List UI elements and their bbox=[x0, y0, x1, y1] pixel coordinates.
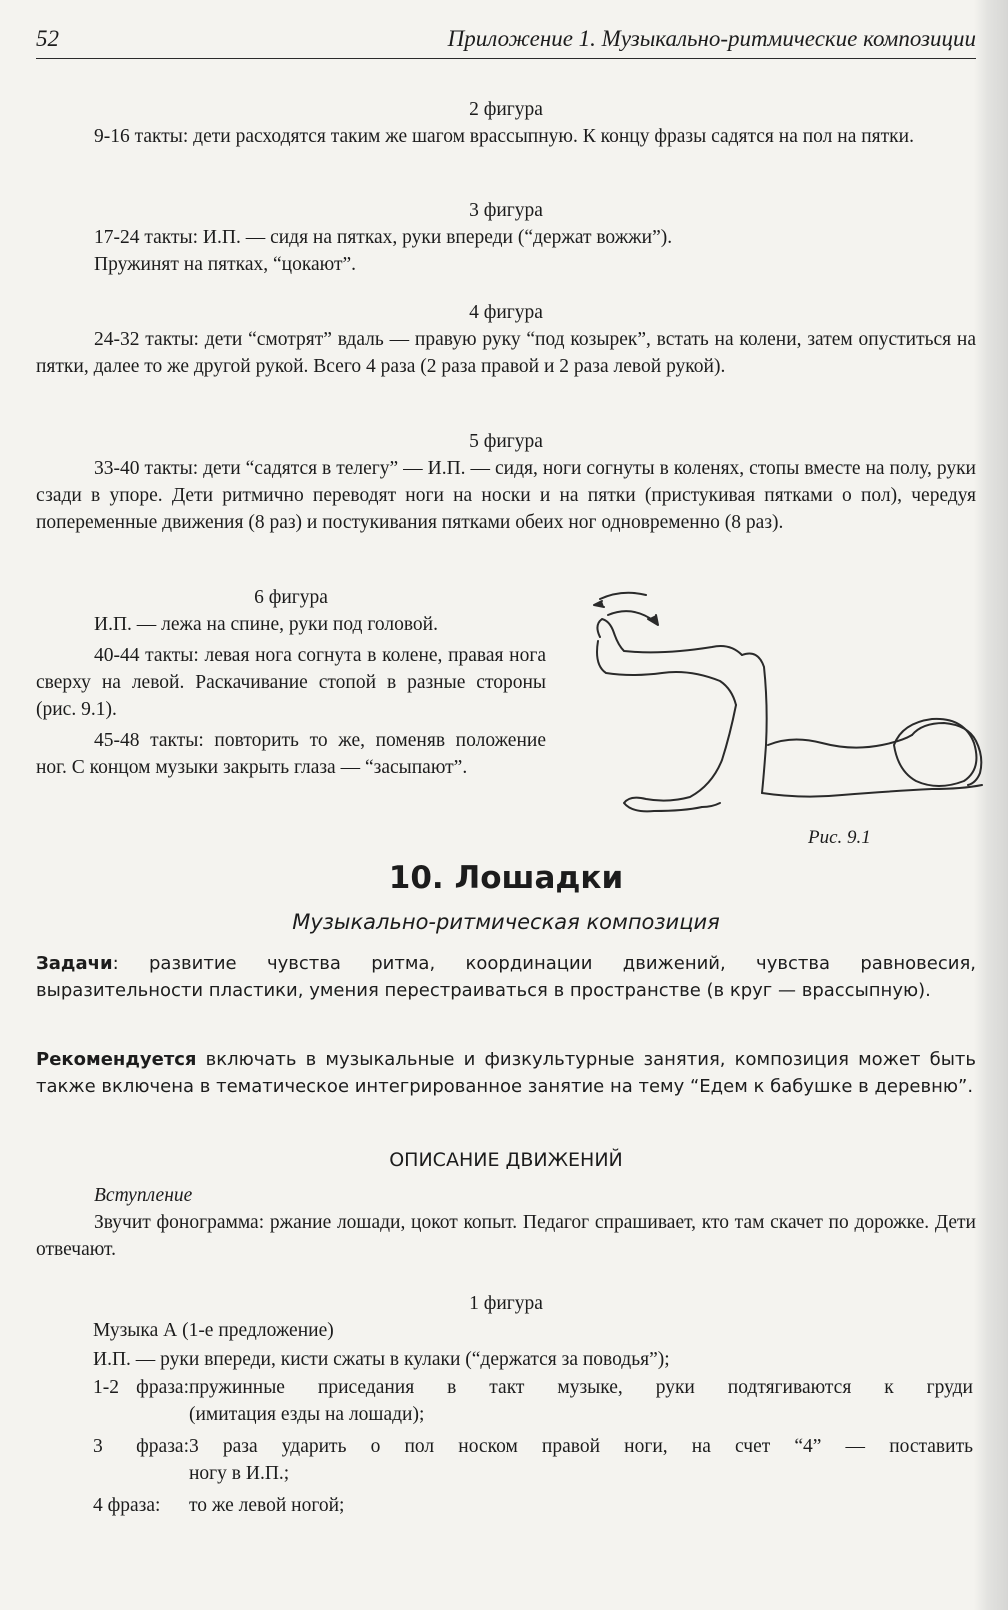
knee-leg-front-outline bbox=[742, 654, 767, 794]
phrase-item bbox=[93, 1374, 973, 1428]
swing-arrow-upper-icon bbox=[600, 593, 646, 599]
running-title: Приложение 1. Музыкально-ритмические композиции bbox=[447, 26, 976, 51]
figure-4-text: 24-32 такты: дети “смотрят” вдаль — правую руку “под козырек”, встать на колени, затем опуститься на пятки, далее то же другой рукой. Всего 4 раза (2 раза правой и 2 раза левой рукой). bbox=[36, 329, 976, 377]
figure-1-label: 1 фигура bbox=[469, 1293, 543, 1314]
upper-leg-lower-outline bbox=[597, 641, 736, 705]
heel-outline bbox=[702, 803, 720, 807]
figure-2-block bbox=[36, 96, 976, 150]
figure-2-text: 9-16 такты: дети расходятся таким же шагом врассыпную. К концу фразы садятся на пол на пятки. bbox=[94, 126, 914, 147]
start-position-line: И.П. — руки впереди, кисти сжаты в кулаки (“держатся за поводья”); bbox=[93, 1349, 670, 1370]
phrase-item bbox=[93, 1492, 973, 1519]
head-outline bbox=[894, 719, 976, 786]
description-heading: ОПИСАНИЕ ДВИЖЕНИЙ bbox=[389, 1149, 623, 1171]
figure-1-block bbox=[36, 1290, 976, 1373]
figure-3-line-1: 17-24 такты: И.П. — сидя на пятках, руки впереди (“держат вожжи”). bbox=[94, 227, 673, 248]
recommendation-label: Рекомендуется bbox=[36, 1049, 197, 1070]
phrase-text-line-1: 3 раза ударить о пол носком правой ноги, на счет “4” — поставить bbox=[189, 1436, 973, 1457]
phrase-label: 1-2 фраза: bbox=[93, 1377, 189, 1398]
figure-5-label: 5 фигура bbox=[469, 431, 543, 452]
figure-6-text-1: И.П. — лежа на спине, руки под головой. bbox=[94, 614, 438, 635]
figure-4-label: 4 фигура bbox=[469, 302, 543, 323]
phrase-text-line-1: пружинные приседания в такт музыке, руки подтягиваются к груди bbox=[189, 1377, 973, 1398]
back-outline bbox=[762, 785, 982, 797]
figure-2-label: 2 фигура bbox=[469, 99, 543, 120]
page-number: 52 bbox=[36, 26, 59, 51]
swing-arrow-lower-head-icon bbox=[648, 615, 658, 625]
knee-leg-back-outline bbox=[624, 705, 736, 811]
tasks-paragraph bbox=[36, 950, 976, 1004]
figure-5-block bbox=[36, 428, 976, 536]
phrase-label: 4 фраза: bbox=[93, 1495, 161, 1516]
intro-block bbox=[36, 1182, 976, 1263]
figure-3-block bbox=[36, 197, 976, 278]
phrase-text-line-2: (имитация езды на лошади); bbox=[189, 1404, 425, 1425]
figure-3-label: 3 фигура bbox=[469, 200, 543, 221]
figure-6-text-3: 45-48 такты: повторить то же, поменяв положение ног. С концом музыки закрыть глаза — “засыпают”. bbox=[36, 730, 546, 778]
intro-label: Вступление bbox=[94, 1185, 193, 1206]
figure-6-text-2: 40-44 такты: левая нога согнута в колене, правая нога сверху на левой. Раскачивание стопой в разные стороны (рис. 9.1). bbox=[36, 645, 546, 720]
figure-4-block bbox=[36, 299, 976, 380]
recommendation-text: включать в музыкальные и физкультурные занятия, композиция может быть также включена в тематическое интегрированное занятие на тему “Едем к бабушке в деревню”. bbox=[36, 1049, 976, 1097]
running-header bbox=[36, 26, 976, 59]
phrase-text-line-2: ногу в И.П.; bbox=[189, 1463, 290, 1484]
section-title: 10. Лошадки bbox=[388, 860, 624, 896]
recommendation-paragraph bbox=[36, 1046, 976, 1100]
swing-arrow-lower-icon bbox=[608, 611, 654, 621]
tasks-label: Задачи bbox=[36, 953, 113, 974]
swing-arrow-upper-head-icon bbox=[594, 601, 604, 607]
tasks-text: : развитие чувства ритма, координации движений, чувства равновесия, выразительности пластики, умения перестраиваться в пространстве (в круг — врассыпную). bbox=[36, 953, 976, 1001]
belly-outline bbox=[768, 735, 912, 748]
upper-leg-outline bbox=[597, 619, 742, 655]
phrase-label: 3 фраза: bbox=[93, 1436, 189, 1457]
section-subtitle: Музыкально-ритмическая композиция bbox=[292, 910, 720, 934]
intro-text: Звучит фонограмма: ржание лошади, цокот копыт. Педагог спрашивает, кто там скачет по дорожке. Дети отвечают. bbox=[36, 1212, 976, 1260]
figure-9-1-illustration bbox=[572, 585, 1008, 845]
figure-caption: Рис. 9.1 bbox=[808, 827, 871, 845]
phrase-item bbox=[93, 1433, 973, 1487]
figure-6-block bbox=[36, 584, 546, 781]
music-line: Музыка А (1-е предложение) bbox=[93, 1320, 334, 1341]
figure-6-label: 6 фигура bbox=[254, 587, 328, 608]
figure-5-text: 33-40 такты: дети “садятся в телегу” — И.П. — сидя, ноги согнуты в коленях, стопы вместе на полу, руки сзади в упоре. Дети ритмично переводят ноги на носки и на пятки (пристукивая пятками о пол), чередуя попеременные движения (8 раз) и постукивания пятками обеих ног одновременно (8 раз). bbox=[36, 458, 976, 533]
figure-3-line-2: Пружинят на пятках, “цокают”. bbox=[94, 254, 357, 275]
phrase-text-line-1: то же левой ногой; bbox=[189, 1495, 345, 1516]
